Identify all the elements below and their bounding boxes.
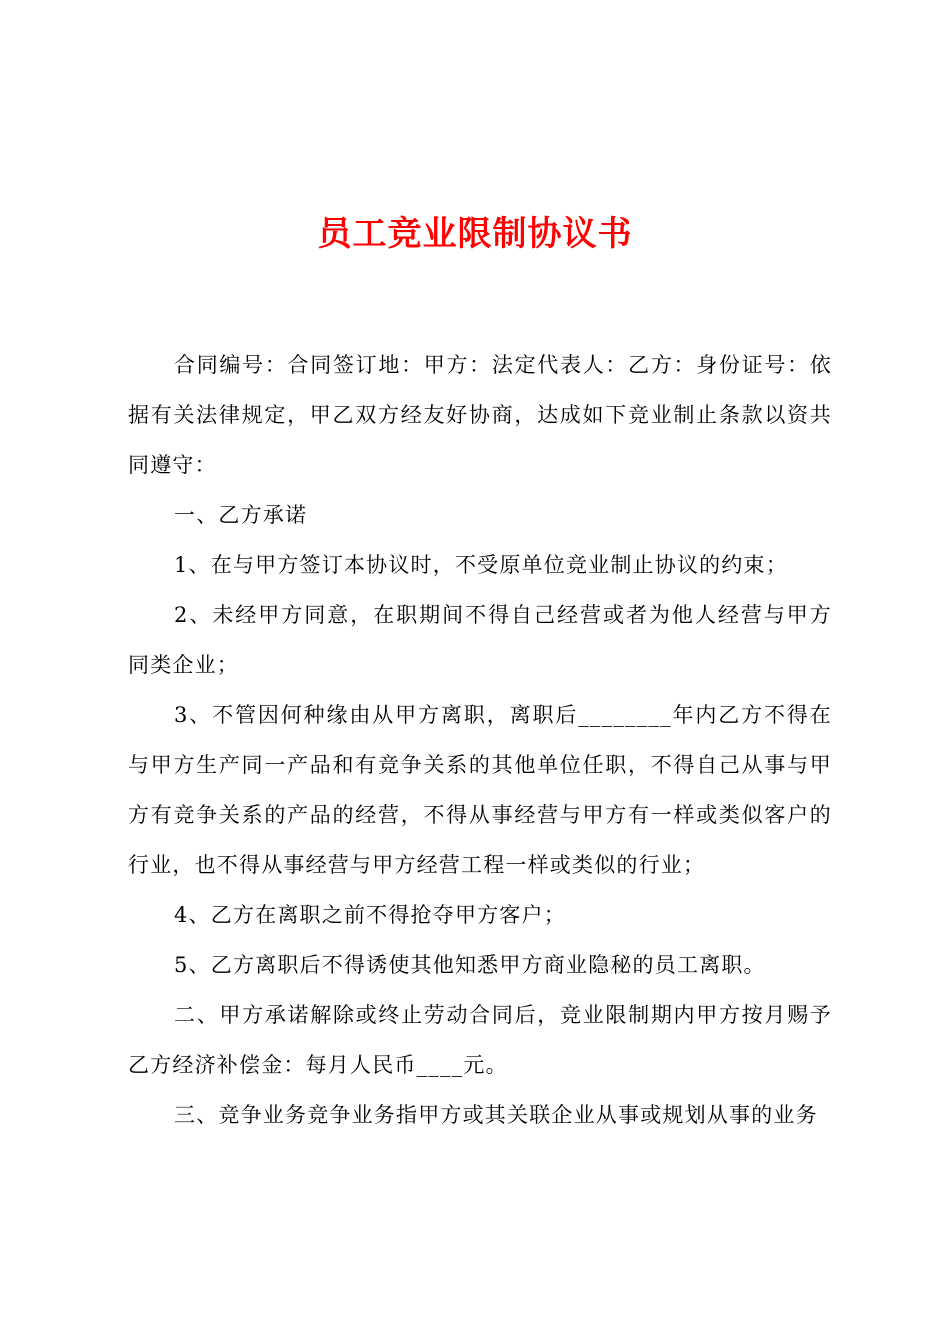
document-title: 员工竞业限制协议书 — [317, 214, 633, 254]
paragraph-section-3: 三、竞争业务竞争业务指甲方或其关联企业从事或规划从事的业务 — [174, 1103, 818, 1127]
paragraph-section-2: 二、甲方承诺解除或终止劳动合同后，竞业限制期内甲方按月赐予乙方经济补偿金：每月人民币____元。 — [128, 1003, 832, 1077]
paragraph-section-1-heading: 一、乙方承诺 — [174, 503, 308, 527]
paragraph-item-2: 2、未经甲方同意，在职期间不得自己经营或者为他人经营与甲方同类企业； — [128, 603, 832, 677]
paragraph-intro: 合同编号：合同签订地：甲方：法定代表人：乙方：身份证号：依据有关法律规定，甲乙双方经友好协商，达成如下竞业制止条款以资共同遵守： — [128, 353, 832, 477]
paragraph-item-5: 5、乙方离职后不得诱使其他知悉甲方商业隐秘的员工离职。 — [174, 953, 766, 977]
document-body — [128, 340, 832, 1140]
paragraph-item-3: 3、不管因何种缘由从甲方离职，离职后________年内乙方不得在与甲方生产同一产品和有竞争关系的其他单位任职，不得自己从事与甲方有竞争关系的产品的经营，不得从事经营与甲方有一样或类似客户的行业，也不得从事经营与甲方经营工程一样或类似的行业； — [128, 703, 832, 877]
paragraph-item-1: 1、在与甲方签订本协议时，不受原单位竞业制止协议的约束； — [174, 553, 788, 577]
paragraph-item-4: 4、乙方在离职之前不得抢夺甲方客户； — [174, 903, 566, 927]
